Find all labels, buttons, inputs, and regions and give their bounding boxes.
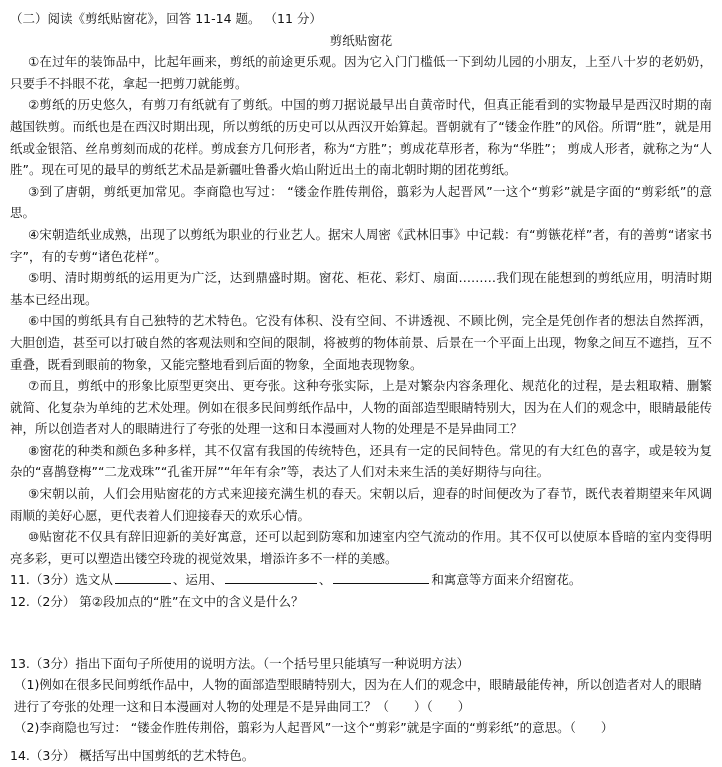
paragraph-5: ⑤明、清时期剪纸的运用更为广泛，达到鼎盛时期。窗花、柜花、彩灯、扇面………我们现在能想到的剪纸应用，明清时期基本已经出现。 <box>10 270 712 307</box>
question-11 <box>10 569 712 591</box>
answer-space-12[interactable] <box>10 613 712 653</box>
question-11-sep2: 、 <box>318 572 332 588</box>
question-11-suffix: 和寓意等方面来介绍窗花。 <box>431 572 582 588</box>
question-14: 14.（3分） 概括写出中国剪纸的艺术特色。 <box>10 748 255 763</box>
paragraph-9: ⑨宋朝以前，人们会用贴窗花的方式来迎接充满生机的春天。宋朝以后，迎春的时间便改为了春节，既代表着期望来年风调雨顺的美好心愿，更代表着人们迎接春天的欢乐心情。 <box>10 486 712 523</box>
paragraph-4: ④宋朝造纸业成熟，出现了以剪纸为职业的行业艺人。据宋人周密《武林旧事》中记载：有“剪镞花样”者，有的善剪“诸家书字”，有的专剪“诸色花样”。 <box>10 226 712 264</box>
paragraph-7: ⑦而且，剪纸中的形象比原型更突出、更夸张。这种夸张实际，上是对繁杂内容条理化、规范化的过程，是去粗取精、删繁就简、化复杂为单纯的艺术处理。例如在很多民间剪纸作品中，人物的面部造型眼睛特别大，因为在人们的观念中，眼睛最能传神，所以创造者对人的眼睛进行了夸张的处理一这和日本漫画对人物的处理是不是异曲同工？ <box>10 378 712 437</box>
paragraph-1: ①在过年的装饰品中，比起年画来，剪纸的前途更乐观。因为它入门门槛低一下到幼儿园的小朋友，上至八十岁的老奶奶，只要手不抖眼不花，拿起一把剪刀就能剪。 <box>10 54 712 91</box>
article-body <box>10 51 712 569</box>
paragraph-2: ②剪纸的历史悠久，有剪刀有纸就有了剪纸。中国的剪刀据说最早出自黄帝时代，但真正能看到的实物最早是西汉时期的南越国铁剪。而纸也是在西汉时期出现，所以剪纸的历史可以从西汉开始算起。晋朝就有了“镂金作胜”的风俗。所谓“胜”，就是用纸或金银箔、丝帛剪刻而成的花样。剪成套方几何形者，称为“方胜”；剪成花草形者，称为“华胜”； 剪成人形者，就称之为“人胜”。现在可见的最早的剪纸艺术品是新疆吐鲁番火焰山附近出土的南北朝时期的团花剪纸。 <box>10 97 712 178</box>
paragraph-10: ⑩贴窗花不仅具有辞旧迎新的美好寓意，还可以起到防寒和加速室内空气流动的作用。其不仅可以使原本昏暗的室内变得明亮多彩，更可以塑造出镂空玲珑的视觉效果，增添许多不一样的美感。 <box>10 529 712 566</box>
answer-blank-2[interactable] <box>225 569 317 584</box>
article-title: 剪纸贴窗花 <box>329 32 393 48</box>
question-12: 12.（2分） 第②段加点的“胜”在文中的含义是什么？ <box>10 594 304 610</box>
paragraph-8: ⑧窗花的种类和颜色多种多样，其不仅富有我国的传统特色，还具有一定的民间特色。常见的有大红色的喜字，或是较为复杂的“喜鹊登梅”“二龙戏珠”“孔雀开屏”“年年有余”等，表达了人们对未来生活的美好期待与向往。 <box>10 442 712 480</box>
answer-blank-1[interactable] <box>115 569 171 584</box>
answer-blank-3[interactable] <box>333 569 429 584</box>
paragraph-3: ③到了唐朝，剪纸更加常见。李商隐也写过： “镂金作胜传荆俗，翦彩为人起晋风”一这个“剪彩”就是字面的“剪彩纸”的意思。 <box>10 183 712 221</box>
question-13-2: （2)李商隐也写过： “镂金作胜传荆俗，翦彩为人起晋风”一这个“剪彩”就是字面的“剪彩纸”的意思。（ ） <box>14 720 614 736</box>
question-11-sep1: 、运用、 <box>172 572 223 588</box>
section-title: （二）阅读《剪纸贴窗花》，回答 11-14 题。 （11 分） <box>10 11 322 26</box>
question-13: 13.（3分）指出下面句子所使用的说明方法。（一个括号里只能填写一种说明方法） <box>10 655 470 671</box>
paragraph-6: ⑥中国的剪纸具有自己独特的艺术特色。它没有体积、没有空间、不讲透视、不顾比例，完全是凭创作者的想法自然挥洒，大胆创造，甚至可以打破自然的客观法则和空间的限制，将被剪的物体前景、后景在一个平面上出现，物象之间互不遮挡，互不重叠，既看到眼前的物象，又能完整地看到后面的物象，全面地表现物象。 <box>10 313 712 372</box>
question-13-1: （1)例如在很多民间剪纸作品中，人物的面部造型眼睛特别大，因为在人们的观念中，眼睛最能传神，所以创造者对人的眼睛进行了夸张的处理一这和日本漫画对人物的处理是不是异曲同工？（ ）（ ） <box>14 677 702 714</box>
question-11-prefix: 11.（3分）选文从 <box>10 572 113 588</box>
